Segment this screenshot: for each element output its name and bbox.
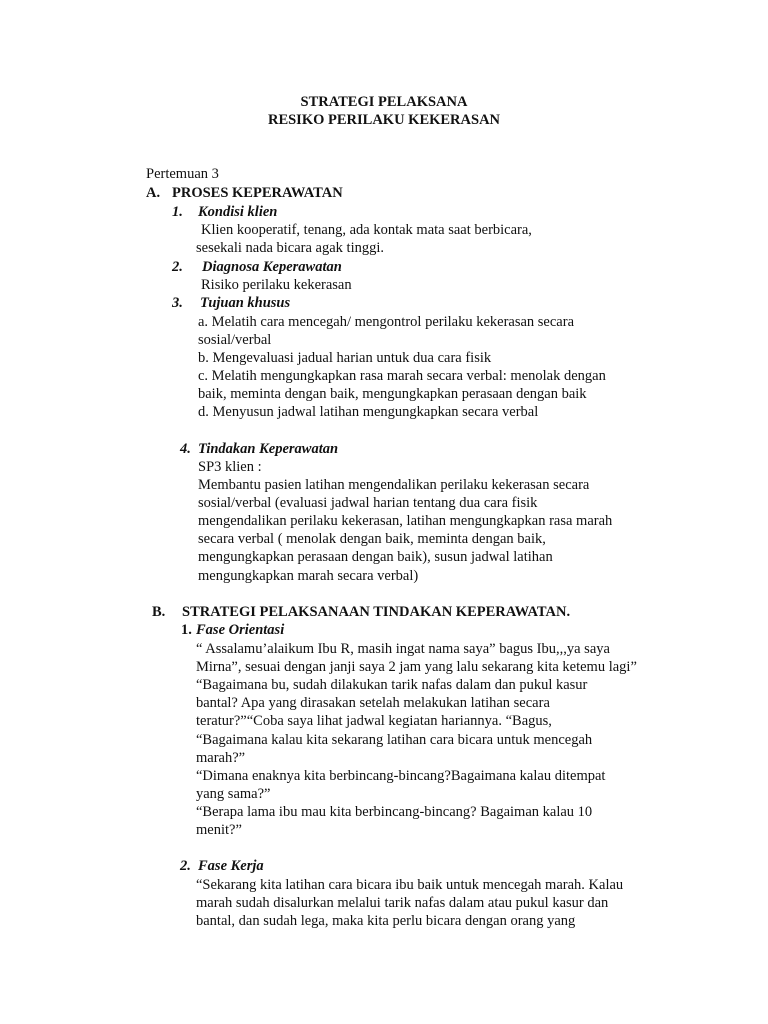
item-a1-number: 1. bbox=[172, 204, 183, 220]
item-a1-text-line: Klien kooperatif, tenang, ada kontak mata saat berbicara, bbox=[201, 222, 532, 238]
item-a1-text-line: sesekali nada bicara agak tinggi. bbox=[196, 240, 385, 256]
item-a3-text-line: c. Melatih mengungkapkan rasa marah secara verbal: menolak dengan bbox=[198, 368, 606, 384]
item-a4-text-line: mengungkapkan marah secara verbal) bbox=[198, 568, 419, 584]
item-a1-heading: Kondisi klien bbox=[198, 204, 278, 220]
item-b1-text-line: menit?” bbox=[196, 822, 242, 838]
item-a3-number: 3. bbox=[172, 295, 183, 311]
item-a4-text-line: sosial/verbal (evaluasi jadwal harian tentang dua cara fisik bbox=[198, 495, 538, 511]
item-b1-number: 1. bbox=[181, 622, 192, 638]
section-b-heading: STRATEGI PELAKSANAAN TINDAKAN KEPERAWATAN. bbox=[182, 604, 571, 620]
item-a3-text-line: sosial/verbal bbox=[198, 332, 272, 348]
item-a3-heading: Tujuan khusus bbox=[200, 295, 291, 311]
item-b1-text-line: “Bagaimana kalau kita sekarang latihan cara bicara untuk mencegah bbox=[196, 732, 593, 748]
item-b2-text-line: “Sekarang kita latihan cara bicara ibu baik untuk mencegah marah. Kalau bbox=[196, 877, 624, 893]
section-a-marker: A. bbox=[146, 185, 161, 201]
item-a4-text-line: mengungkapkan perasaan dengan baik), susun jadwal latihan bbox=[198, 549, 553, 565]
document-title-line-2: RESIKO PERILAKU KEKERASAN bbox=[267, 112, 501, 128]
item-a3-text-line: d. Menyusun jadwal latihan mengungkapkan secara verbal bbox=[198, 404, 539, 420]
item-a4-text-line: mengendalikan perilaku kekerasan, latihan mengungkapkan rasa marah bbox=[198, 513, 613, 529]
item-b1-text-line: marah?” bbox=[196, 750, 246, 766]
item-b1-text-line: bantal? Apa yang dirasakan setelah melakukan latihan secara bbox=[196, 695, 550, 711]
item-a2-number: 2. bbox=[172, 259, 183, 275]
item-b1-text-line: “ Assalamu’alaikum Ibu R, masih ingat nama saya” bagus Ibu,,,ya saya bbox=[196, 641, 610, 657]
item-a3-text-line: a. Melatih cara mencegah/ mengontrol perilaku kekerasan secara bbox=[198, 314, 575, 330]
item-b2-text-line: bantal, dan sudah lega, maka kita perlu bicara dengan orang yang bbox=[196, 913, 576, 929]
document-title-line-1: STRATEGI PELAKSANA bbox=[300, 94, 468, 110]
item-b1-text-line: “Berapa lama ibu mau kita berbincang-bincang? Bagaiman kalau 10 bbox=[196, 804, 593, 820]
item-a2-text-line: Risiko perilaku kekerasan bbox=[201, 277, 352, 293]
item-b2-text-line: marah sudah disalurkan melalui tarik nafas dalam atau pukul kasur dan bbox=[196, 895, 609, 911]
item-b1-heading: Fase Orientasi bbox=[196, 622, 285, 638]
item-b1-text-line: teratur?”“Coba saya lihat jadwal kegiatan hariannya. “Bagus, bbox=[196, 713, 552, 729]
item-a3-text-line: b. Mengevaluasi jadual harian untuk dua cara fisik bbox=[198, 350, 492, 366]
item-b1-text-line: yang sama?” bbox=[196, 786, 271, 802]
item-a3-text-line: baik, meminta dengan baik, mengungkapkan perasaan dengan baik bbox=[198, 386, 587, 402]
item-a2-heading: Diagnosa Keperawatan bbox=[202, 259, 342, 275]
item-b2-number: 2. bbox=[180, 858, 191, 874]
meeting-label: Pertemuan 3 bbox=[146, 166, 219, 182]
item-b2-heading: Fase Kerja bbox=[198, 858, 264, 874]
item-a4-number: 4. bbox=[180, 441, 191, 457]
item-b1-text-line: Mirna”, sesuai dengan janji saya 2 jam yang lalu sekarang kita ketemu lagi” bbox=[196, 659, 637, 675]
item-a4-text-line: secara verbal ( menolak dengan baik, meminta dengan baik, bbox=[198, 531, 546, 547]
item-b1-text-line: “Bagaimana bu, sudah dilakukan tarik nafas dalam dan pukul kasur bbox=[196, 677, 588, 693]
item-a4-heading: Tindakan Keperawatan bbox=[198, 441, 339, 457]
item-b1-text-line: “Dimana enaknya kita berbincang-bincang?Bagaimana kalau ditempat bbox=[196, 768, 606, 784]
section-b-marker: B. bbox=[152, 604, 166, 620]
item-a4-text-line: Membantu pasien latihan mengendalikan perilaku kekerasan secara bbox=[198, 477, 590, 493]
section-a-heading: PROSES KEPERAWATAN bbox=[172, 185, 343, 201]
item-a4-text-line: SP3 klien : bbox=[198, 459, 262, 475]
